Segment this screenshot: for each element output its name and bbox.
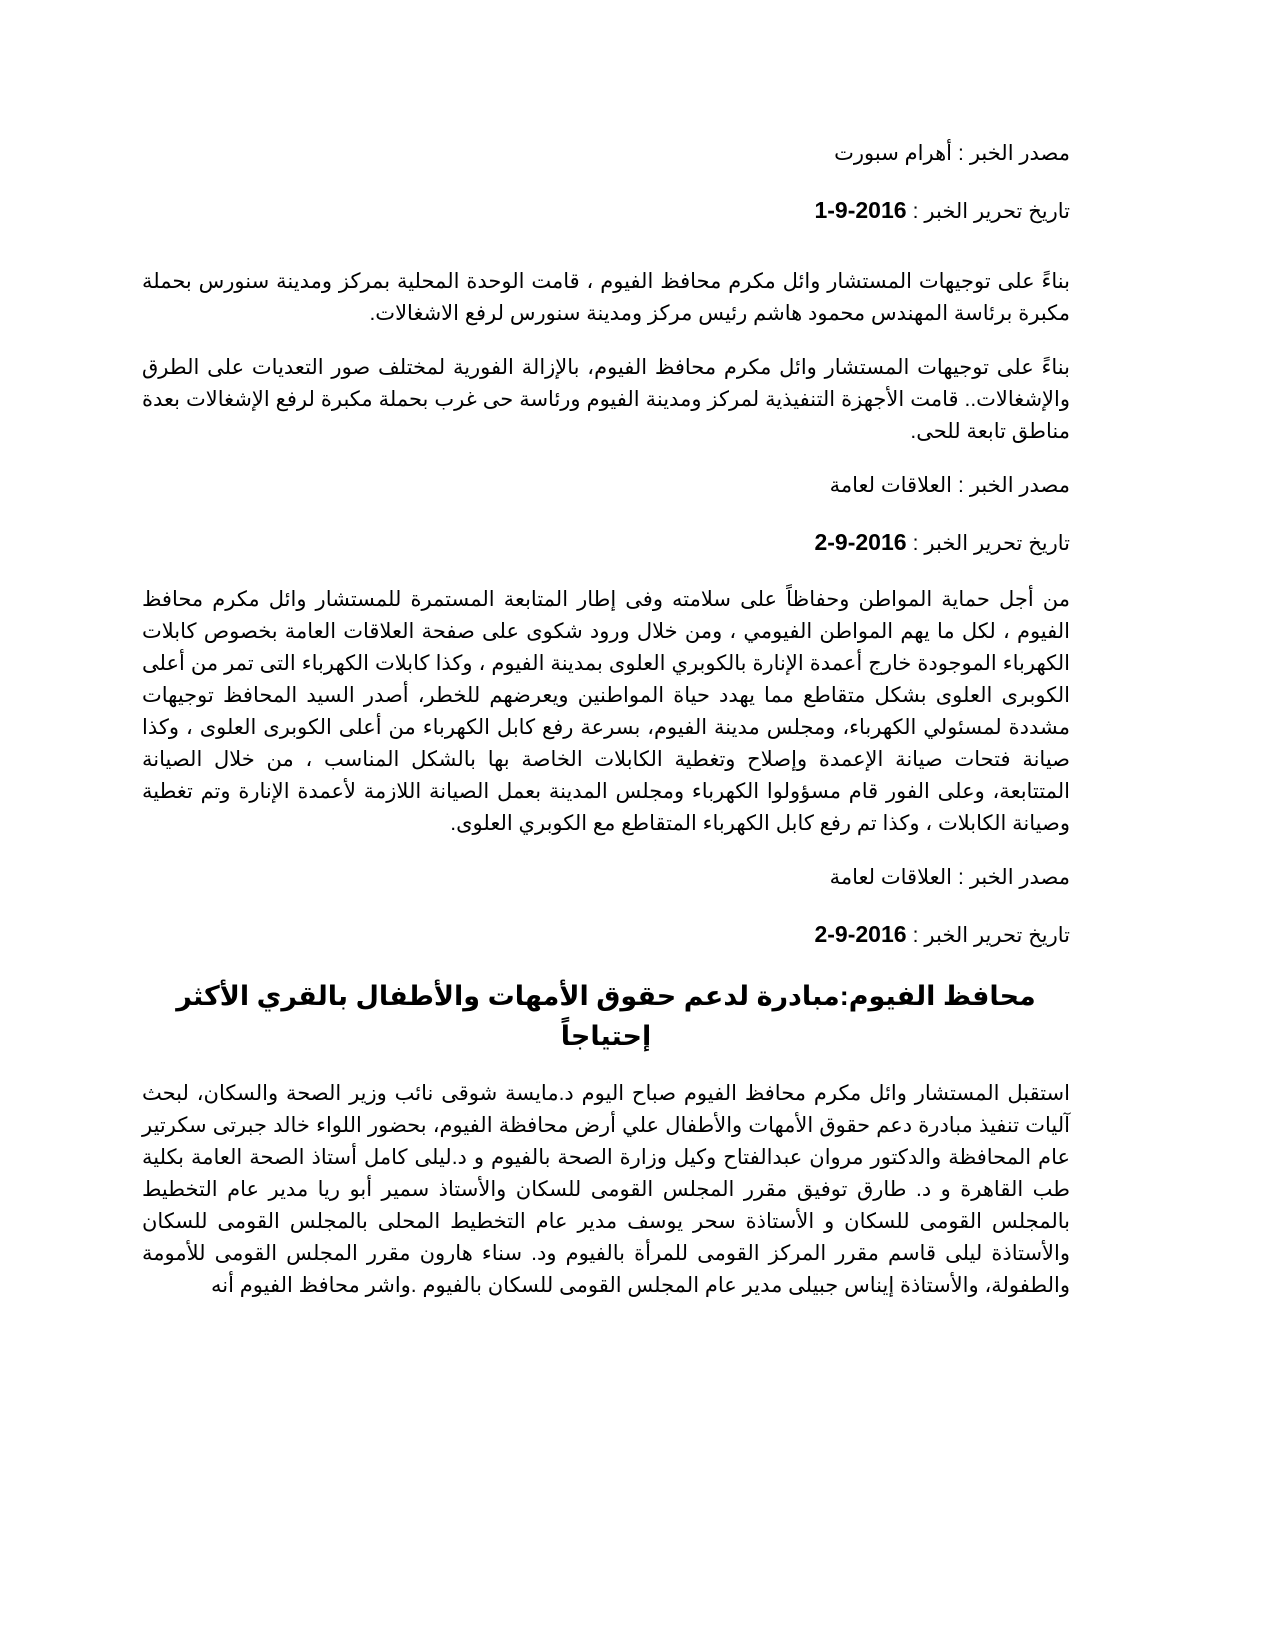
news-date-2 [142, 526, 1070, 560]
date-label: تاريخ تحرير الخبر [924, 924, 1070, 947]
news-paragraph-2: بناءً على توجيهات المستشار وائل مكرم محافظ الفيوم، بالإزالة الفورية لمختلف صور التعديات على الطرق والإشغالات.. قامت الأجهزة التنفيذية لمركز ومدينة الفيوم ورئاسة حى غرب بحملة مكبرة لرفع الإشغالات بعدة مناطق تابعة للحى. [142, 356, 1070, 443]
separator: : [957, 866, 964, 889]
separator: : [957, 142, 964, 165]
source-label: مصدر الخبر [969, 866, 1070, 889]
separator: : [957, 474, 964, 497]
source-value: أهرام سبورت [834, 142, 952, 165]
date-value: 2-9-2016 [814, 921, 907, 947]
news-source-1 [142, 138, 1070, 170]
date-value: 1-9-2016 [814, 197, 907, 223]
news-source-3 [142, 862, 1070, 894]
news-date-3 [142, 918, 1070, 952]
document-page [142, 138, 1070, 1302]
article-headline: محافظ الفيوم:مبادرة لدعم حقوق الأمهات والأطفال بالقري الأكثر إحتياجاً [176, 981, 1036, 1051]
source-value: العلاقات لعامة [829, 474, 952, 497]
news-paragraph-3: من أجل حماية المواطن وحفاظاً على سلامته وفى إطار المتابعة المستمرة للمستشار وائل مكرم محافظ الفيوم ، لكل ما يهم المواطن الفيومي ، ومن خلال ورود شكوى على صفحة العلاقات العامة بخصوص كابلات الكهرباء الموجودة خارج أعمدة الإنارة بالكوبري العلوى بمدينة الفيوم ، وكذا كابلات الكهرباء التى تمر من أعلى الكوبرى العلوى بشكل متقاطع مما يهدد حياة المواطنين ويعرضهم للخطر، أصدر السيد المحافظ توجيهات مشددة لمسئولي الكهرباء، ومجلس مدينة الفيوم، بسرعة رفع كابل الكهرباء من أعلى الكوبرى العلوى ، وكذا صيانة فتحات صيانة الإعمدة وإصلاح وتغطية الكابلات الخاصة بها بالشكل المناسب ، من خلال الصيانة المتتابعة، وعلى الفور قام مسؤولوا الكهرباء ومجلس المدينة بعمل الصيانة اللازمة لأعمدة الإنارة وتم تغطية وصيانة الكابلات ، وكذا تم رفع كابل الكهرباء المتقاطع مع الكوبري العلوى. [142, 588, 1070, 835]
separator: : [912, 532, 919, 555]
news-date-1 [142, 194, 1070, 228]
source-value: العلاقات لعامة [829, 866, 952, 889]
news-source-2 [142, 470, 1070, 502]
date-value: 2-9-2016 [814, 529, 907, 555]
separator: : [912, 924, 919, 947]
source-label: مصدر الخبر [969, 142, 1070, 165]
separator: : [912, 200, 919, 223]
date-label: تاريخ تحرير الخبر [924, 532, 1070, 555]
news-paragraph-4: استقبل المستشار وائل مكرم محافظ الفيوم صباح اليوم د.مايسة شوقى نائب وزير الصحة والسكان، لبحث آليات تنفيذ مبادرة دعم حقوق الأمهات والأطفال علي أرض محافظة الفيوم، بحضور اللواء خالد جبرتى سكرتير عام المحافظة والدكتور مروان عبدالفتاح وكيل وزارة الصحة بالفيوم و د.ليلى كامل أستاذ الصحة العامة بكلية طب القاهرة و د. طارق توفيق مقرر المجلس القومى للسكان والأستاذ سمير أبو ريا مدير عام التخطيط بالمجلس القومى للسكان و الأستاذة سحر يوسف مدير عام التخطيط المحلى بالمجلس القومى للسكان والأستاذة ليلى قاسم مقرر المركز القومى للمرأة بالفيوم ود. سناء هارون مقرر المجلس القومى للأمومة والطفولة، والأستاذة إيناس جبيلى مدير عام المجلس القومى للسكان بالفيوم .واشر محافظ الفيوم أنه [142, 1082, 1070, 1297]
source-label: مصدر الخبر [969, 474, 1070, 497]
news-paragraph-1: بناءً على توجيهات المستشار وائل مكرم محافظ الفيوم ، قامت الوحدة المحلية بمركز ومدينة سنورس بحملة مكبرة برئاسة المهندس محمود هاشم رئيس مركز ومدينة سنورس لرفع الاشغالات. [142, 270, 1070, 325]
date-label: تاريخ تحرير الخبر [924, 200, 1070, 223]
